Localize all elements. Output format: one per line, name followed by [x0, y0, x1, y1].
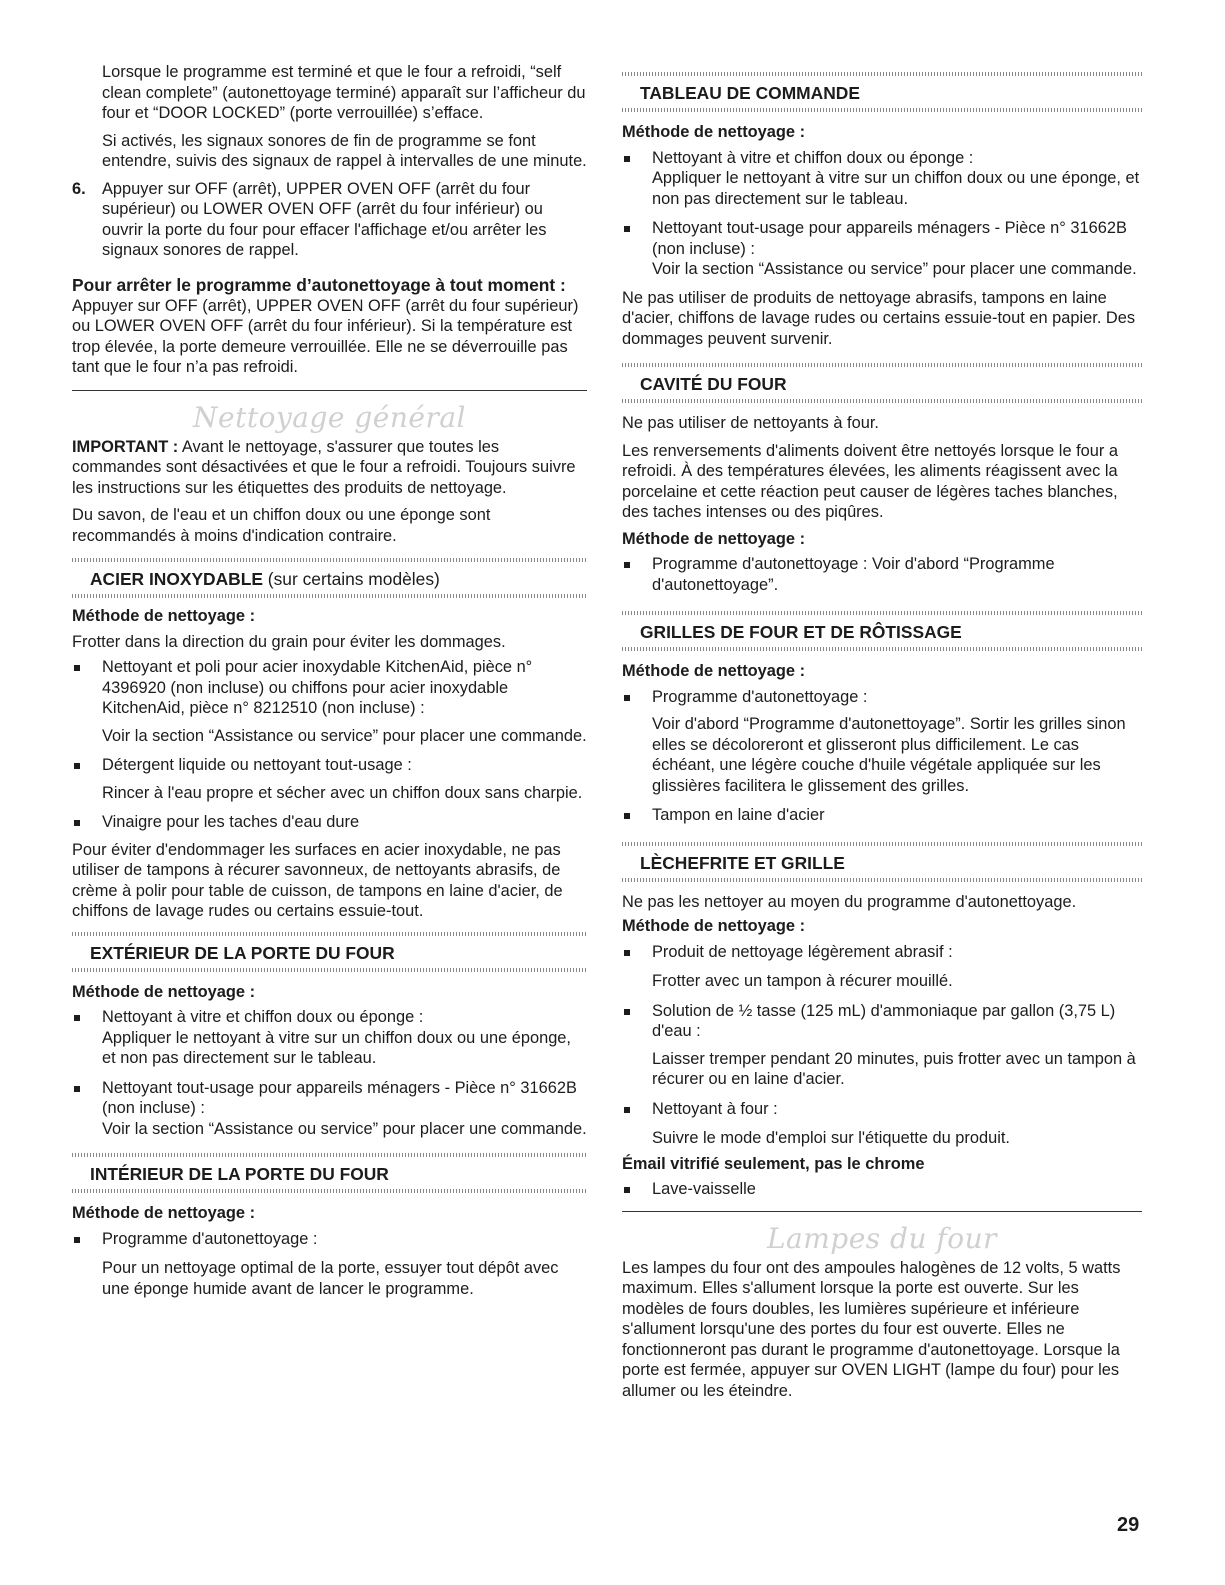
paragraph: Ne pas utiliser de produits de nettoyage abrasifs, tampons en laine d'acier, chiffons de lavage rudes ou certains essuie-tout en papier. Des dommages peuvent survenir.: [622, 288, 1136, 348]
section-header-broiler-pan: [622, 842, 1142, 882]
bullet-item: [622, 942, 1142, 963]
bullet-item: [72, 755, 587, 776]
method-heading: Méthode de nettoyage :: [622, 662, 806, 680]
bullet-item: [72, 1078, 587, 1140]
section-title: CAVITÉ DU FOUR: [640, 374, 787, 394]
paragraph: Lorsque le programme est terminé et que le four a refroidi, “self clean complete” (autonettoyage terminé) apparaît sur l’afficheur du four et “DOOR LOCKED” (porte verrouillée) s’efface.: [102, 63, 586, 122]
bullet-icon: [622, 1179, 652, 1200]
bullet-text: Solution de ½ tasse (125 mL) d'ammoniaque par gallon (3,75 L) d'eau :: [652, 1001, 1116, 1040]
method-heading: Méthode de nettoyage :: [72, 1204, 256, 1222]
left-column: [72, 62, 587, 1299]
bullet-detail: Appliquer le nettoyant à vitre sur un chiffon doux ou une éponge, et non pas directement sur le tableau.: [652, 169, 1140, 208]
paragraph: Les renversements d'aliments doivent être nettoyés lorsque le four a refroidi. À des températures élevées, les aliments réagissent avec la porcelaine et cette réaction peut causer de légères taches blanches, des taches intenses ou des piqûres.: [622, 441, 1119, 521]
bullet-text: [652, 218, 1142, 280]
paragraph: Frotter dans la direction du grain pour éviter les dommages.: [72, 632, 506, 651]
bullet-detail: Pour un nettoyage optimal de la porte, essuyer tout dépôt avec une éponge humide avant de lancer le programme.: [102, 1259, 559, 1298]
section-title: [90, 568, 587, 590]
subheading: Émail vitrifié seulement, pas le chrome: [622, 1154, 925, 1173]
bullet-detail: Voir la section “Assistance ou service” pour placer une commande.: [652, 260, 1137, 278]
bullet-item: [622, 1099, 1142, 1120]
important-note: [72, 437, 587, 499]
bullet-text: Détergent liquide ou nettoyant tout-usage :: [102, 756, 412, 774]
bullet-line: Nettoyant à vitre et chiffon doux ou éponge :: [102, 1008, 424, 1026]
bullet-icon: [72, 1229, 102, 1250]
bullet-icon: [72, 1007, 102, 1069]
paragraph: Les lampes du four ont des ampoules halogènes de 12 volts, 5 watts maximum. Elles s'allument lorsque la porte est ouverte. Sur les modèles de fours doubles, les lumières supérieure et inférieure s'allument lorsqu'une des portes du four est ouverte. Elles ne fonctionneront pas durant le programme d'autonettoyage. Lorsque la porte est fermée, appuyer sur OVEN LIGHT (lampe du four) pour les allumer ou les éteindre.: [622, 1258, 1121, 1400]
section-header-stainless: [72, 558, 587, 598]
bullet-detail: Laisser tremper pendant 20 minutes, puis frotter avec un tampon à récurer ou en laine d'acier.: [652, 1049, 1136, 1088]
bullet-text: Nettoyant à four :: [652, 1099, 778, 1118]
bullet-text: Programme d'autonettoyage :: [102, 1229, 318, 1248]
hatch-rule: [622, 363, 1142, 367]
bullet-text: Vinaigre pour les taches d'eau dure: [102, 813, 360, 831]
bullet-item: [622, 218, 1142, 280]
hatch-rule: [622, 842, 1142, 846]
bullet-detail: Suivre le mode d'emploi sur l'étiquette du produit.: [652, 1129, 1010, 1147]
hatch-rule: [622, 611, 1142, 615]
paragraph: Du savon, de l'eau et un chiffon doux ou une éponge sont recommandés à moins d'indication contraire.: [72, 506, 491, 545]
bullet-icon: [622, 1099, 652, 1120]
bullet-detail: Voir d'abord “Programme d'autonettoyage”. Sortir les grilles sinon elles se décoloreront et glisseront plus difficilement. Le cas échéant, une légère couche d'huile végétale appliquée sur les glissières facilitera le glissement des grilles.: [652, 715, 1126, 795]
bullet-detail: Voir la section “Assistance ou service” pour placer une commande.: [102, 726, 587, 745]
paragraph: Ne pas utiliser de nettoyants à four.: [622, 414, 879, 432]
important-label: IMPORTANT :: [72, 437, 179, 456]
paragraph: Ne pas les nettoyer au moyen du programme d'autonettoyage.: [622, 892, 1077, 911]
bullet-text: [102, 1078, 587, 1140]
bullet-item: [72, 812, 587, 833]
bullet-icon: [622, 148, 652, 210]
bullet-item: [622, 1001, 1142, 1042]
hatch-rule: [622, 108, 1142, 112]
bullet-item: [72, 657, 587, 719]
bullet-icon: [622, 1001, 652, 1042]
hatch-rule: [72, 1153, 587, 1157]
section-title: INTÉRIEUR DE LA PORTE DU FOUR: [90, 1164, 389, 1184]
paragraph: Appuyer sur OFF (arrêt), UPPER OVEN OFF (arrêt du four supérieur) ou LOWER OVEN OFF (arrêt du four inférieur). Si la température est trop élevée, la porte demeure verrouillée. Elle ne se déverrouille pas tant que le four n’a pas refroidi.: [72, 296, 579, 376]
bullet-detail: Frotter avec un tampon à récurer mouillé.: [652, 972, 953, 990]
bullet-item: [622, 687, 1142, 708]
section-title: TABLEAU DE COMMANDE: [640, 83, 860, 103]
section-title-general: Nettoyage général: [193, 400, 466, 434]
section-header-interior-door: [72, 1153, 587, 1193]
section-header-oven-cavity: [622, 363, 1142, 403]
numbered-step: [72, 179, 587, 261]
step-number: 6.: [72, 179, 86, 198]
bullet-icon: [72, 812, 102, 833]
bullet-item: [622, 554, 1142, 595]
hatch-rule: [622, 399, 1142, 403]
bullet-item: [622, 148, 1142, 210]
bullet-icon: [622, 805, 652, 826]
bullet-text: Tampon en laine d'acier: [652, 806, 825, 824]
bullet-icon: [622, 687, 652, 708]
paragraph: Pour éviter d'endommager les surfaces en acier inoxydable, ne pas utiliser de tampons à récurer savonneux, de nettoyants abrasifs, de crème à polir pour table de cuisson, de tampons en laine d'acier, de chiffons de lavage rudes ou certains essuie-tout.: [72, 840, 563, 920]
bullet-detail: Appliquer le nettoyant à vitre sur un chiffon doux ou une éponge, et non pas directement sur le tableau.: [102, 1028, 571, 1067]
bullet-item: [72, 1229, 587, 1250]
bullet-item: [622, 1179, 1142, 1200]
bullet-text: Programme d'autonettoyage :: [652, 687, 868, 706]
paragraph: Si activés, les signaux sonores de fin de programme se font entendre, suivis des signaux de rappel à intervalles de une minute.: [102, 131, 587, 170]
bullet-icon: [622, 942, 652, 963]
page-number: 29: [1117, 1514, 1140, 1536]
bullet-text: Nettoyant et poli pour acier inoxydable KitchenAid, pièce n° 4396920 (non incluse) ou chiffons pour acier inoxydable KitchenAid, pièce n° 8212510 (non incluse) :: [102, 658, 533, 717]
bullet-text: [652, 148, 1142, 210]
hatch-rule: [72, 968, 587, 972]
section-title-lamps: Lampes du four: [766, 1221, 998, 1255]
bullet-line: Nettoyant tout-usage pour appareils ménagers - Pièce n° 31662B (non incluse) :: [652, 219, 1127, 258]
hatch-rule: [622, 647, 1142, 651]
bullet-icon: [622, 554, 652, 595]
method-heading: Méthode de nettoyage :: [622, 917, 806, 935]
bullet-icon: [622, 218, 652, 280]
method-heading: Méthode de nettoyage :: [72, 982, 256, 1001]
bullet-icon: [72, 657, 102, 719]
bullet-icon: [72, 755, 102, 776]
section-header-oven-racks: [622, 611, 1142, 651]
hatch-rule: [622, 878, 1142, 882]
bullet-text: Programme d'autonettoyage : Voir d'abord “Programme d'autonettoyage”.: [652, 555, 1055, 594]
bullet-text: Produit de nettoyage légèrement abrasif :: [652, 942, 953, 961]
hatch-rule: [72, 1189, 587, 1193]
section-title: LÈCHEFRITE ET GRILLE: [640, 852, 845, 873]
hatch-rule: [72, 932, 587, 936]
bullet-text: [102, 1007, 587, 1069]
bullet-line: Nettoyant tout-usage pour appareils ménagers - Pièce n° 31662B (non incluse) :: [102, 1078, 577, 1117]
step-text: Appuyer sur OFF (arrêt), UPPER OVEN OFF (arrêt du four supérieur) ou LOWER OVEN OFF (arrêt du four inférieur) ou ouvrir la porte du four pour effacer l'affichage et/ou arrêter les signaux sonores de rappel.: [102, 179, 547, 259]
hatch-rule: [72, 558, 587, 562]
section-title-text: ACIER INOXYDABLE: [90, 569, 263, 589]
section-header-exterior-door: [72, 932, 587, 972]
hatch-rule: [72, 594, 587, 598]
right-column: [622, 72, 1142, 1401]
method-heading: Méthode de nettoyage :: [622, 123, 806, 141]
important-text: Avant le nettoyage, s'assurer que toutes les commandes sont désactivées et que le four a refroidi. Toujours suivre les instructions sur les étiquettes des produits de nettoyage.: [72, 437, 576, 497]
bullet-text: Lave-vaisselle: [652, 1180, 756, 1198]
divider: [72, 390, 587, 391]
bullet-detail: Rincer à l'eau propre et sécher avec un chiffon doux sans charpie.: [102, 783, 583, 802]
bullet-item: [622, 805, 1142, 826]
section-title-suffix: (sur certains modèles): [262, 569, 440, 589]
method-heading: Méthode de nettoyage :: [72, 607, 256, 625]
bullet-icon: [72, 1078, 102, 1140]
section-title: EXTÉRIEUR DE LA PORTE DU FOUR: [90, 942, 395, 963]
bullet-detail: Voir la section “Assistance ou service” pour placer une commande.: [102, 1119, 587, 1138]
divider: [622, 1211, 1142, 1212]
hatch-rule: [622, 72, 1142, 76]
bullet-item: [72, 1007, 587, 1069]
subheading: Pour arrêter le programme d’autonettoyage à tout moment :: [72, 274, 566, 295]
section-title: GRILLES DE FOUR ET DE RÔTISSAGE: [640, 622, 962, 642]
section-header-control-panel: [622, 72, 1142, 112]
method-heading: Méthode de nettoyage :: [622, 529, 806, 548]
bullet-line: Nettoyant à vitre et chiffon doux ou éponge :: [652, 148, 974, 167]
